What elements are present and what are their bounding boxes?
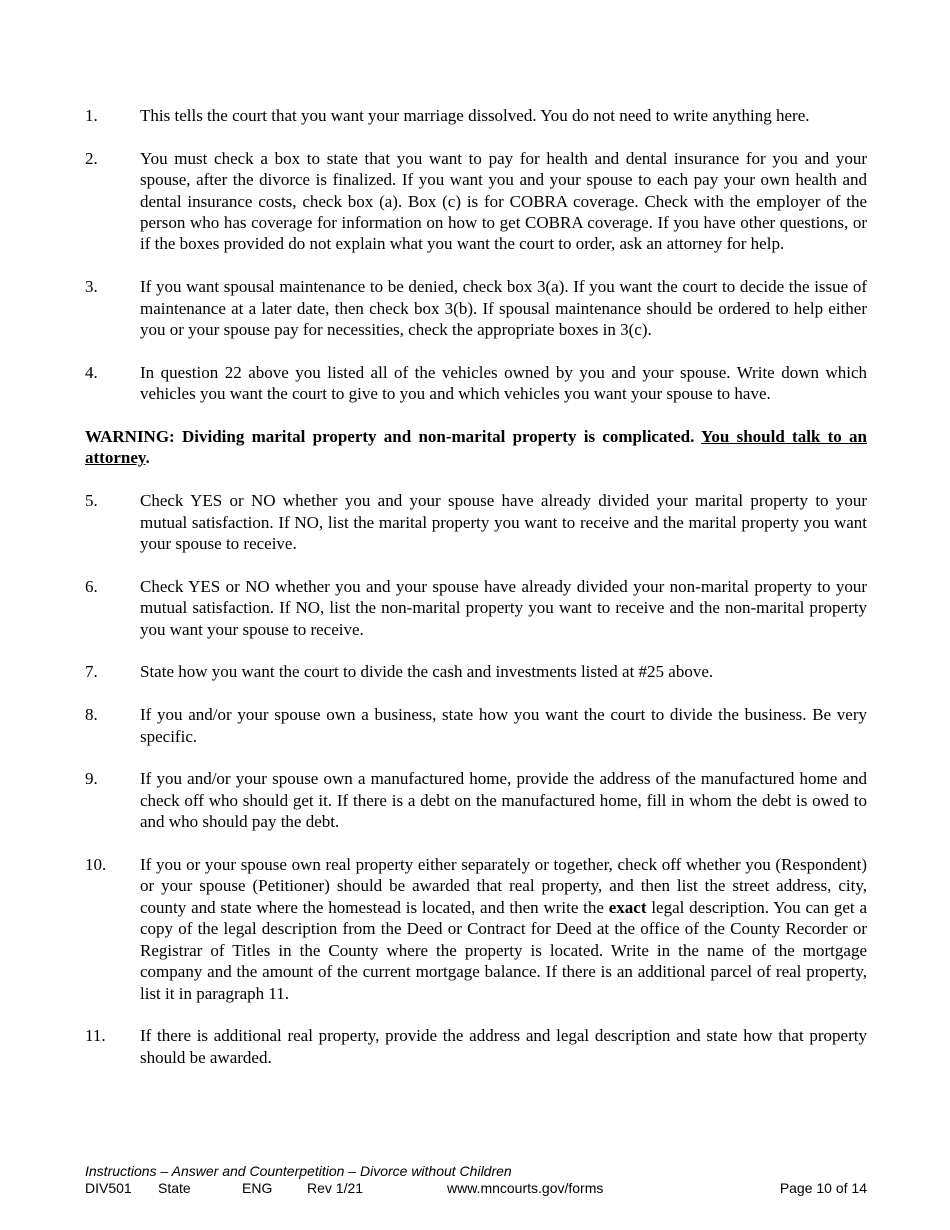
item-text: If you want spousal maintenance to be denied, check box 3(a). If you want the court to decide the issue of maintenance at a later date, then check box 3(b). If spousal maintenance should be ordered to help either you or your spouse pay for necessities, check the appropriate boxes in 3(c). <box>140 277 867 340</box>
item-text: Check YES or NO whether you and your spouse have already divided your non-marital property to your mutual satisfaction. If NO, list the non-marital property you want to receive and the non-marital property you want your spouse to receive. <box>140 576 867 639</box>
footer-info-row <box>85 1180 867 1197</box>
item-text: This tells the court that you want your marriage dissolved. You do not need to write anything here. <box>140 106 810 125</box>
item-text-emphasis: exact <box>608 897 647 917</box>
item-text: You must check a box to state that you want to pay for health and dental insurance for you and your spouse, after the divorce is finalized. If you want you and your spouse to each pay your own health and dental insurance costs, check box (a). Box (c) is for COBRA coverage. Check with the employer of the person who has coverage for information on how to get COBRA coverage. If you have other questions, or if the boxes provided do not explain what you want the court to order, ask an attorney for help. <box>140 148 867 254</box>
footer-language: ENG <box>242 1180 273 1196</box>
item-number: 8. <box>85 705 98 725</box>
warning-notice <box>85 426 867 469</box>
footer-url[interactable]: www.mncourts.gov/forms <box>447 1180 604 1196</box>
item-text-part: If you or your spouse own real property either separately or together, check off whether you (Respondent) or your spouse (Petitioner) should be awarded that real property, and then list the street address, city, county and state where the homestead is located, and then write the <box>140 855 867 917</box>
list-item <box>85 704 867 747</box>
list-item <box>85 490 867 554</box>
item-number: 4. <box>85 362 98 382</box>
item-number: 9. <box>85 769 98 789</box>
list-item <box>85 576 867 640</box>
item-number: 1. <box>85 106 98 125</box>
list-item <box>85 105 867 126</box>
footer-title: Instructions – Answer and Counterpetition – Divorce without Children <box>85 1163 512 1179</box>
item-text: In question 22 above you listed all of the vehicles owned by you and your spouse. Write down which vehicles you want the court to give to you and which vehicles you want your spouse to have. <box>140 362 867 404</box>
item-text: If you and/or your spouse own a business, state how you want the court to divide the business. Be very specific. <box>140 705 867 746</box>
item-number: 5. <box>85 491 98 511</box>
list-item <box>85 1025 867 1068</box>
footer-state: State <box>158 1180 191 1196</box>
footer-page-number: Page 10 of 14 <box>779 1180 867 1196</box>
list-item <box>85 768 867 832</box>
footer-revision: Rev 1/21 <box>307 1180 364 1196</box>
warning-attorney-text: You should talk to an attorney <box>85 427 867 468</box>
footer-form-number: DIV501 <box>85 1180 132 1196</box>
item-number: 3. <box>85 277 98 297</box>
instructions-content <box>85 105 867 1090</box>
warning-period: . <box>145 448 150 468</box>
page-footer <box>85 1163 867 1197</box>
item-text: Check YES or NO whether you and your spouse have already divided your marital property to your mutual satisfaction. If NO, list the marital property you want to receive and the marital property you want your spouse to receive. <box>140 491 867 554</box>
item-text: If there is additional real property, provide the address and legal description and state how that property should be awarded. <box>140 1026 867 1067</box>
item-number: 2. <box>85 148 98 168</box>
list-item <box>85 854 867 1004</box>
item-number: 7. <box>85 662 98 682</box>
list-item <box>85 661 867 682</box>
list-item <box>85 362 867 405</box>
list-item <box>85 276 867 340</box>
warning-text: WARNING: Dividing marital property and non-marital property is complicated. <box>85 427 701 447</box>
list-item <box>85 148 867 255</box>
item-text: If you and/or your spouse own a manufactured home, provide the address of the manufactured home and check off who should get it. If there is a debt on the manufactured home, fill in whom the debt is owed to and who should pay the debt. <box>140 769 867 832</box>
item-text: State how you want the court to divide the cash and investments listed at #25 above. <box>140 662 714 682</box>
item-number: 6. <box>85 576 98 596</box>
item-number: 10. <box>85 855 107 875</box>
item-text-part: legal description. You can get a copy of the legal description from the Deed or Contract for Deed at the office of the County Recorder or Registrar of Titles in the County where the property is located. Write in the name of the mortgage company and the amount of the current mortgage balance. If there is an additional parcel of real property, list it in paragraph 11. <box>140 897 867 1003</box>
item-number: 11. <box>85 1026 106 1046</box>
item-text <box>140 854 867 1004</box>
